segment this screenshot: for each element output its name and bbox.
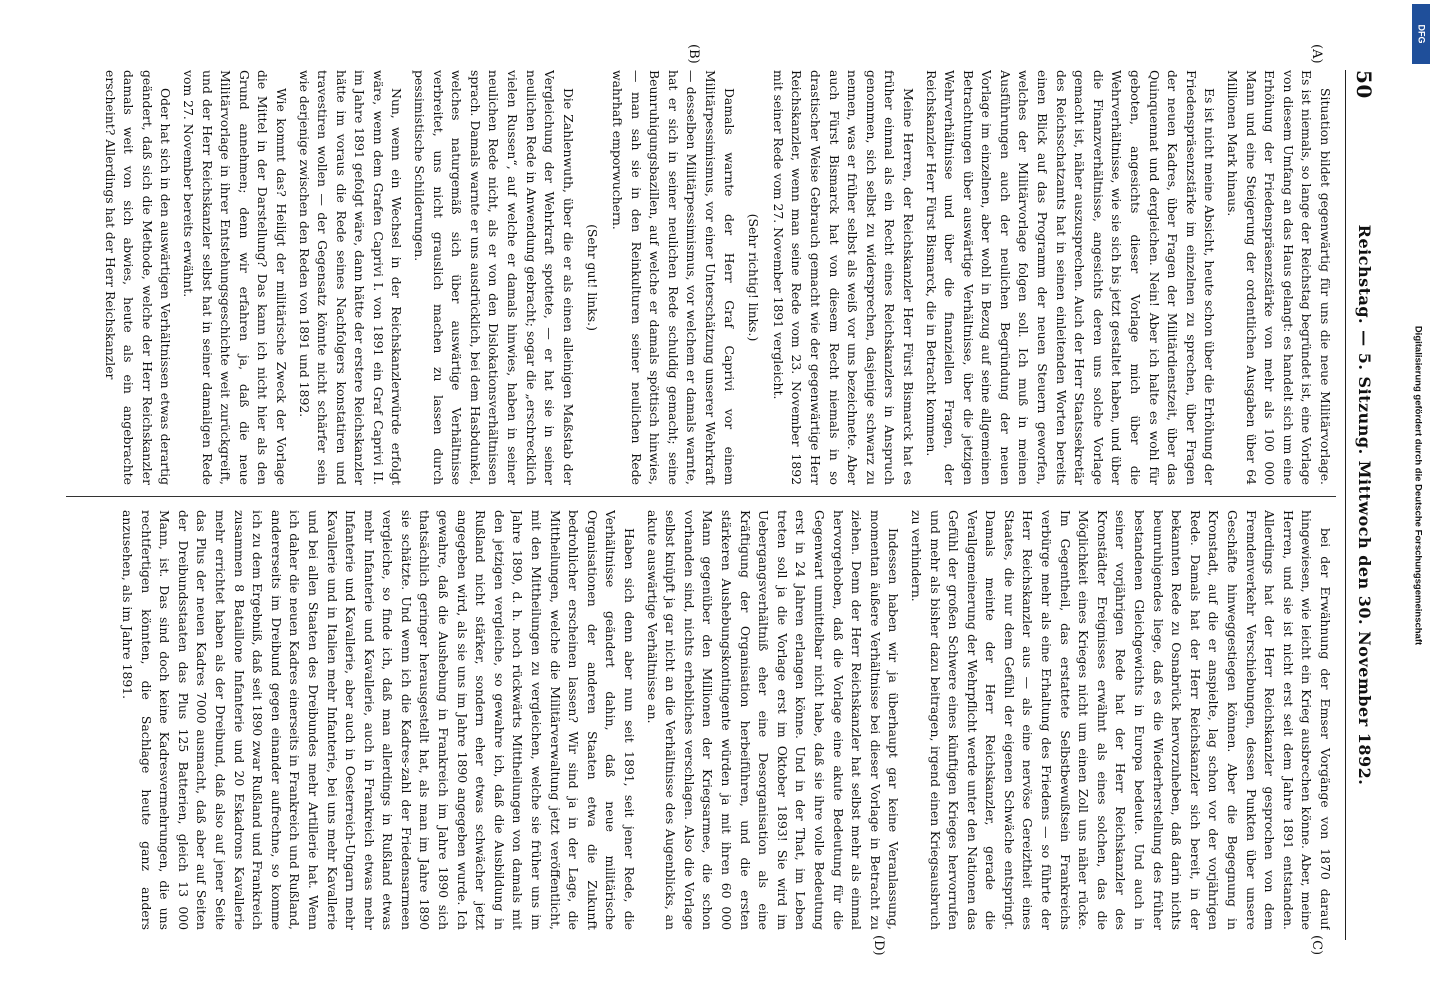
page-header bbox=[1345, 70, 1380, 940]
interjection: (Sehr gut! links.) bbox=[585, 224, 601, 331]
margin-marker-a: (A) bbox=[1309, 44, 1324, 64]
paragraph: Wie kommt das? Heiligt der militärische Zweck der Vorlage die Mittel in der Darstellung? Das kann ich nicht hier als den Grund annehmen; denn wir erfahren ja, daß die neue Militärvorlage in ihrer Entstehungsgeschichte weit zurückgreift, und der Herr Reichskanzler selbst hat in seiner damaligen Rede vom 27. November bereits erwähnt. bbox=[180, 70, 289, 485]
paragraph: Situation bildet gegenwärtig für uns die neue Militärvorlage. Es ist niemals, so lange der Reichstag begründet ist, eine Vorlage von diesem Umfang an das Haus gelangt: es handelt sich um eine Erhöhung der Friedenspräsenzstärke von mehr als 100 000 Mann und eine Steigerung der ordentlichen Ausgaben über 64 Millionen Mark hinaus. bbox=[1225, 70, 1333, 485]
dfg-logo-text: DFG bbox=[1416, 24, 1426, 44]
paragraph: Es ist nicht meine Absicht, heute schon über die Erhöhung der Friedenspräsenzstärke im einzelnen zu sprechen, über Fragen der neuen Kadres, über Fragen der Militärdienstzeit, über das Quinquennat und dergleichen. Nein! Aber ich halte es wohl für geboten, angesichts dieser Vorlage mich über die Wehrverhältnisse, wie sie sich bis jetzt gestaltet haben, und über die Finanzverhältnisse, angesichts deren uns solche Vorlage gemacht ist, näher auszusprechen. Auch der Herr Staatssekretär des Reichsschatzamts hat in seinen einleitenden Worten bereits einen Blick auf das Programm der neuen Steuern geworfen, welches der Militärvorlage folgen soll. Ich muß in meinen Ausführungen auch der neulichen Begründung der neuen Vorlage im einzelnen, aber wohl in Bezug auf seine allgemeinen Betrachtungen über auswärtige Verhältnisse, über die jetzigen Wehrverhältnisse und über die finanziellen Fragen, der Reichskanzler Herr Fürst Bismarck, die in Betracht kommen. bbox=[923, 70, 1218, 485]
dfg-logo bbox=[1412, 4, 1430, 64]
left-column bbox=[66, 70, 1334, 485]
paragraph: Oder hat sich in den auswärtigen Verhältnissen etwas derartig geändert, daß sich die Methode, welche der Herr Reichskanzler damals weit von sich abwies, heute als ein angebrachte erscheint? Allerdings hat der Herr Reichskanzler bbox=[102, 70, 174, 485]
paragraph: Nun, wenn ein Wechsel in der Reichskanzlerwürde erfolgt wäre, wenn dem Grafen Caprivi I. von 1891 ein Graf Caprivi II. im Jahre 1891 gefolgt wäre, dann hätte der erstere Reichskanzler hätte im voraus die Rede seines Nachfolgers konstatiren und travestiren wollen — der Gegensatz könnte nicht schärfer sein wie derjenige zwischen den Reden von 1891 und 1892. bbox=[296, 70, 405, 485]
paragraph: Haben sich denn aber nun seit 1891, seit jener Rede, die Verhältnisse geändert dahin, daß neue militärische Organisationen der anderen Staaten etwa die Zukunft bedrohlicher erscheinen lassen? Wir sind ja in der Lage, die Mittheilungen, welche die Militärverwaltung jetzt veröffentlicht, mit den Mittheilungen zu vergleichen, welche sie früher uns im Jahre 1890, d. h. noch rückwärts Mittheilungen von damals mit den jetzigen vergleiche, so gewahre ich, daß die Ausbildung in Rußland nicht stärker, sondern eher etwas schwächer jetzt angegeben wird, als sie uns im Jahre 1890 angegeben wurde. Ich gewahre, daß die Aushebung in Frankreich im Jahre 1890 sich thatsächlich geringer herausgestellt hat, als man im Jahre 1890 sie schätzte. Und wenn ich die Kadres-zahl der Friedensarmeen vergleiche, so finde ich, daß man allerdings in Rußland etwas mehr Infanterie und Kavallerie, auch in Frankreich etwas mehr Infanterie und Kavallerie, aber auch in Oesterreich-Ungarn mehr Kavallerie und in Italien mehr Infanterie, bei uns mehr Kavallerie und bei allen Staaten des Dreibundes mehr Artillerie hat. Wenn ich daher die neuen Kadres einerseits in Frankreich und Rußland, andererseits im Dreibund gegen einander aufrechne, so komme ich zu dem Ergebniß, daß seit 1890 zwar Rußland und Frankreich zusammen 8 Bataillone Infanterie und 20 Eskadrons Kavallerie mehr errichtet haben als der Dreibund, daß also auf jener Seite das Plus der neuen Kadres 7000 ausmacht, daß aber auf Seiten der Dreibundsstaaten das Plus 125 Batterien, gleich 13 000 Mann, ist. Das sind doch keine Kadresvermehrungen, die uns rechtfertigen könnten, die Sachlage heute ganz anders anzusehen, als im Jahre 1891. bbox=[120, 510, 638, 930]
margin-marker-d: (D) bbox=[871, 935, 886, 956]
interjection: (Sehr richtig! links.) bbox=[746, 213, 762, 342]
margin-marker-c: (C) bbox=[1309, 935, 1324, 956]
digitization-credit bbox=[1408, 0, 1428, 1000]
paragraph: Meine Herren, der Reichskanzler Herr Fürst Bismarck hat es früher einmal als ein Recht eines Reichskanzlers in Anspruch genommen, sich selbst zu widersprechen, dasjenige schwarz zu nennen, was er früher selbst als weiß vor uns bezeichnete. Aber auch Fürst Bismarck hat von diesem Recht niemals in so drastischer Weise Gebrauch gemacht wie der gegenwärtige Herr Reichskanzler, wenn man seine Rede vom 23. November 1892 mit seiner Rede vom 27. November 1891 vergleicht. bbox=[770, 70, 916, 485]
page-number: 50 bbox=[1352, 70, 1376, 99]
paragraph: Indessen haben wir ja überhaupt gar keine Veranlassung, momentan äußere Verhältnisse bei dieser Vorlage in Betracht zu ziehen. Denn der Herr Reichskanzler hat selbst mehr als einmal hervorgehoben, daß die Vorlage eine akute Bedeutung für die Gegenwart unmittelbar nicht habe, daß sie ihre volle Bedeutung erst in 24 Jahren erlangen könne. Und in der That, im Leben treten soll ja die Vorlage erst im Oktober 1893! Sie wird im Uebergangsverhältniß eher eine Desorganisation als eine Kräftigung der Organisation herbeiführen, und die ersten stärkeren Aushebungskontingente würden ja mit ihren 60 000 Mann gegenüber den Millionen der Kriegsarmee, die schon vorhanden sind, nichts erhebliches verschlagen. Also die Vorlage selbst knüpft ja gar nicht an die Verhältnisse des Augenblicks, an akute auswärtige Verhältnisse an. bbox=[644, 510, 902, 930]
running-title: Reichstag. — 5. Sitzung. Mittwoch den 30. November 1892. bbox=[1355, 224, 1374, 786]
paragraph: bei der Erwähnung der Emser Vorgänge von 1870 darauf hingewiesen, wie leicht ein Krieg ausbrechen könne. Aber, meine Herren, und sie ist nicht erst seit dem Jahre 1891 entstanden. Allerdings hat der Herr Reichskanzler gesprochen von dem Fremdenverkehr Verschiebungen, dessen Punkten über unsere Geschäfte hinweggestiegen können. Aber die Begegnung in Kronstadt, auf die er anspielte, lag schon vor der vorjährigen Rede. Damals hat der Herr Reichskanzler sich bereit, in der bekannten Rede zu Osnabrück hervorzuheben, daß darin nichts beunruhigendes liege, daß es die Wiederherstellung des früher bestandenen Gleichgewichts in Europa bedeute. Und auch in seiner vorjährigen Rede hat der Herr Reichskanzler des Kronstädter Ereignisses erwähnt als eines solchen, das die Möglichkeit eines Krieges nicht um einen Zoll uns näher rücke. Im Gegentheil, das erstattete Selbstbewußtsein Frankreichs verbürge mehr als eine Erhaltung des Friedens — so führte der Herr Reichskanzler aus — als eine nervöse Gereiztheit eines Staates, die nur dem Gefühl der eigenen Schwäche entspringt. Damals meinte der Herr Reichskanzler, gerade die Verallgemeinerung der Wehrpflicht werde unter den Nationen das Gefühl der großen Schwere eines künftigen Krieges hervorrufen und mehr als bisher dazu beitragen, irgend einen Kriegsausbruch zu verhindern. bbox=[908, 510, 1333, 930]
paragraph: Die Zahlenwuth, über die er als einen alleinigen Maßstab der Vergleichung der Wehrkraft spottete, — er hat sie in seiner neulichen Rede in Anwendung gebracht; sogar die „erschrecklich vielen Russen“, auf welche er damals hinwies, haben in seiner neulichen Rede nicht, als er von den Dislokationsverhältnissen sprach. Damals warnte er uns ausdrücklich, bei dem Hasbdunkel, welches naturgemäß sich über auswärtige Verhältnisse verbreitet, uns nicht grauslich machen zu lassen durch pessimistische Schilderungen. bbox=[412, 70, 576, 485]
document-page bbox=[26, 30, 1406, 970]
paragraph: Damals warnte der Herr Graf Caprivi vor einem Militärpessimismus, vor einer Unterschätzung unserer Wehrkraft — desselben Militärpessimismus, vor welchem er damals warnte, hat er sich in seiner neulichen Rede schuldig gemacht; seine Beunruhigungsbazillen, auf welche er damals spöttisch hinwies, — man sah sie in den Reinkulturen seiner neulichen Rede wahrhaft emporwuchern. bbox=[610, 70, 737, 485]
margin-marker-b: (B) bbox=[686, 44, 701, 64]
column-divider bbox=[66, 496, 1336, 497]
credit-text: Digitalisierung gefördert durch die Deutsche Forschungsgemeinschaft bbox=[1412, 325, 1424, 646]
right-column bbox=[66, 510, 1334, 930]
